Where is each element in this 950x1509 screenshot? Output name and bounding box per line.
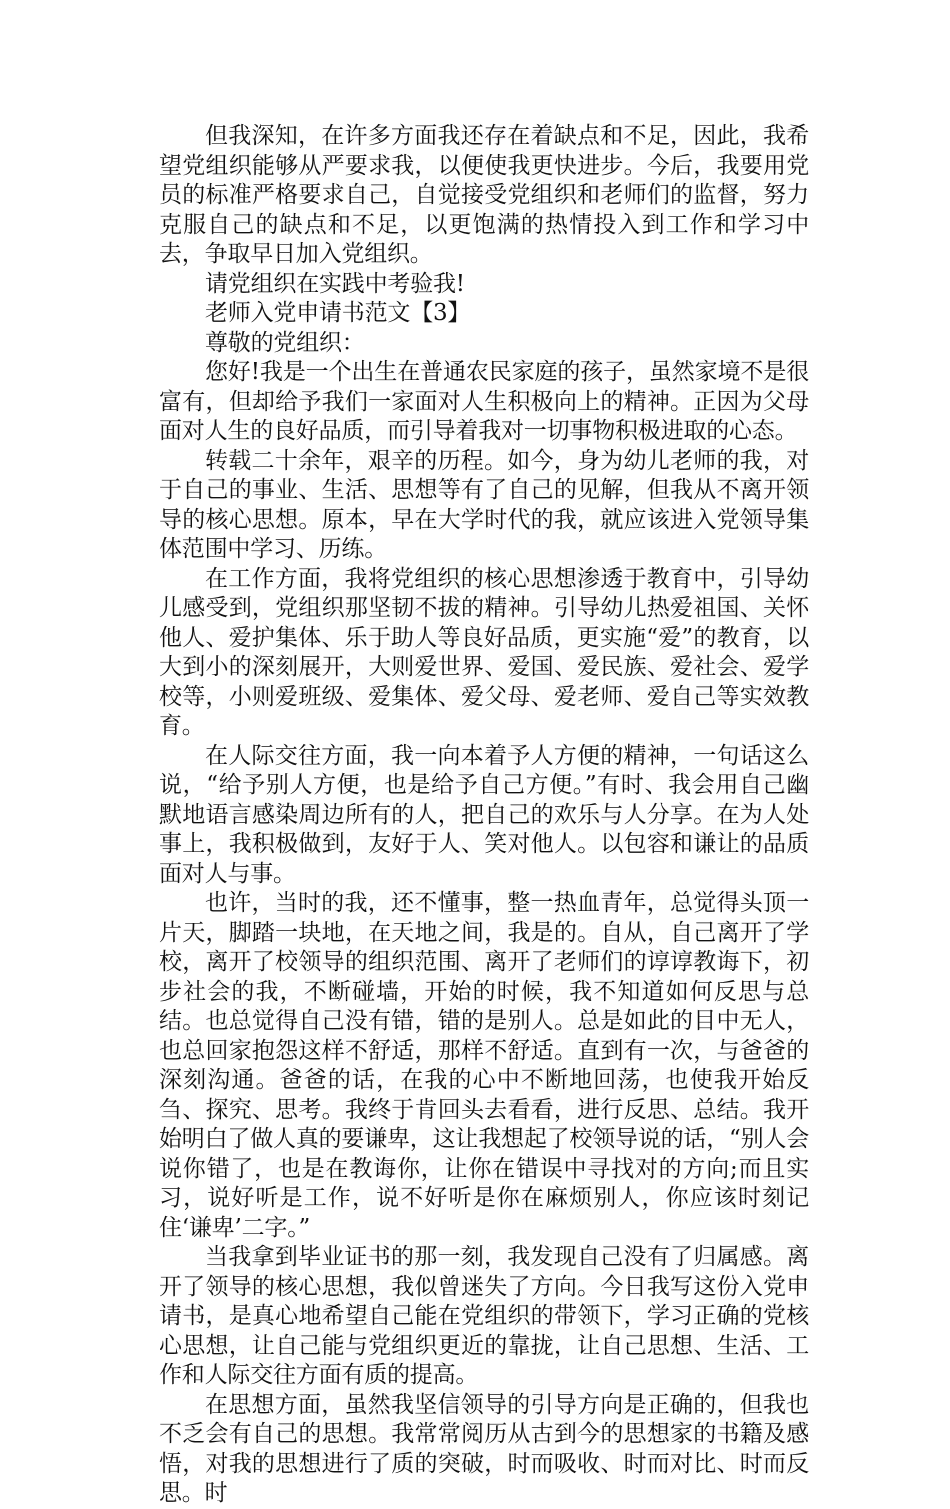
paragraph-reflection: 也许，当时的我，还不懂事，整一热血青年，总觉得头顶一片天，脚踏一块地，在天地之间，我是的。自从，自己离开了学校，离开了校领导的组织范围、离开了老师们的谆谆教诲下，初步社会的我，不断碰墙，开始的时候，我不知道如何反思与总结。也总觉得自己没有错，错的是别人。总是如此的目中无人，也总回家抱怨这样不舒适，那样不舒适。直到有一次，与爸爸的深刻沟通。爸爸的话，在我的心中不断地回荡，也使我开始反刍、探究、思考。我终于肯回头去看看，进行反思、总结。我开始明白了做人真的要谦卑，这让我想起了校领导说的话，“别人会说你错了，也是在教诲你，让你在错误中寻找对的方向;而且实习，说好听是工作，说不好听是你在麻烦别人，你应该时刻记住‘谦卑’二字。”	[159, 890, 809, 1241]
paragraph-thought: 在思想方面，虽然我坚信领导的引导方向是正确的，但我也不乏会有自己的思想。我常常阅历从古到今的思想家的书籍及感悟，对我的思想进行了质的突破，时而吸收、时而对比、时而反思。时	[159, 1391, 809, 1506]
section-heading: 老师入党申请书范文【3】	[205, 300, 471, 326]
paragraph-closing-commitment: 但我深知，在许多方面我还存在着缺点和不足，因此，我希望党组织能够从严要求我，以便使我更快进步。今后，我要用党员的标准严格要求自己，自觉接受党组织和老师们的监督，努力克服自己的缺点和不足，以更饱满的热情投入到工作和学习中去，争取早日加入党组织。	[159, 123, 809, 267]
paragraph-greeting: 您好!我是一个出生在普通农民家庭的孩子，虽然家境不是很富有，但却给予我们一家面对人生积极向上的精神。正因为父母面对人生的良好品质，而引导着我对一切事物积极进取的心态。	[159, 359, 809, 444]
paragraph-graduation: 当我拿到毕业证书的那一刻，我发现自己没有了归属感。离开了领导的核心思想，我似曾迷失了方向。今日我写这份入党申请书，是真心地希望自己能在党组织的带领下，学习正确的党核心思想，让自己能与党组织更近的靠拢，让自己思想、生活、工作和人际交往方面有质的提高。	[159, 1244, 809, 1388]
paragraph-work: 在工作方面，我将党组织的核心思想渗透于教育中，引导幼儿感受到，党组织那坚韧不拔的精神。引导幼儿热爱祖国、关怀他人、爱护集体、乐于助人等良好品质，更实施“爱”的教育，以大到小的深刻展开，大则爱世界、爱国、爱民族、爱社会、爱学校等，小则爱班级、爱集体、爱父母、爱老师、爱自己等实效教育。	[159, 565, 809, 739]
document-body	[159, 122, 809, 1509]
paragraph-history: 转载二十余年，艰辛的历程。如今，身为幼儿老师的我，对于自己的事业、生活、思想等有了自己的见解，但我从不离开领导的核心思想。原本，早在大学时代的我，就应该进入党领导集体范围中学习、历练。	[159, 447, 809, 562]
paragraph-interpersonal: 在人际交往方面，我一向本着予人方便的精神，一句话这么说，“给予别人方便，也是给予自己方便。”有时、我会用自己幽默地语言感染周边所有的人，把自己的欢乐与人分享。在为人处事上，我积极做到，友好于人、笑对他人。以包容和谦让的品质面对人与事。	[159, 742, 809, 887]
paragraph-test-me: 请党组织在实践中考验我!	[205, 270, 465, 297]
salutation: 尊敬的党组织：	[205, 329, 365, 356]
